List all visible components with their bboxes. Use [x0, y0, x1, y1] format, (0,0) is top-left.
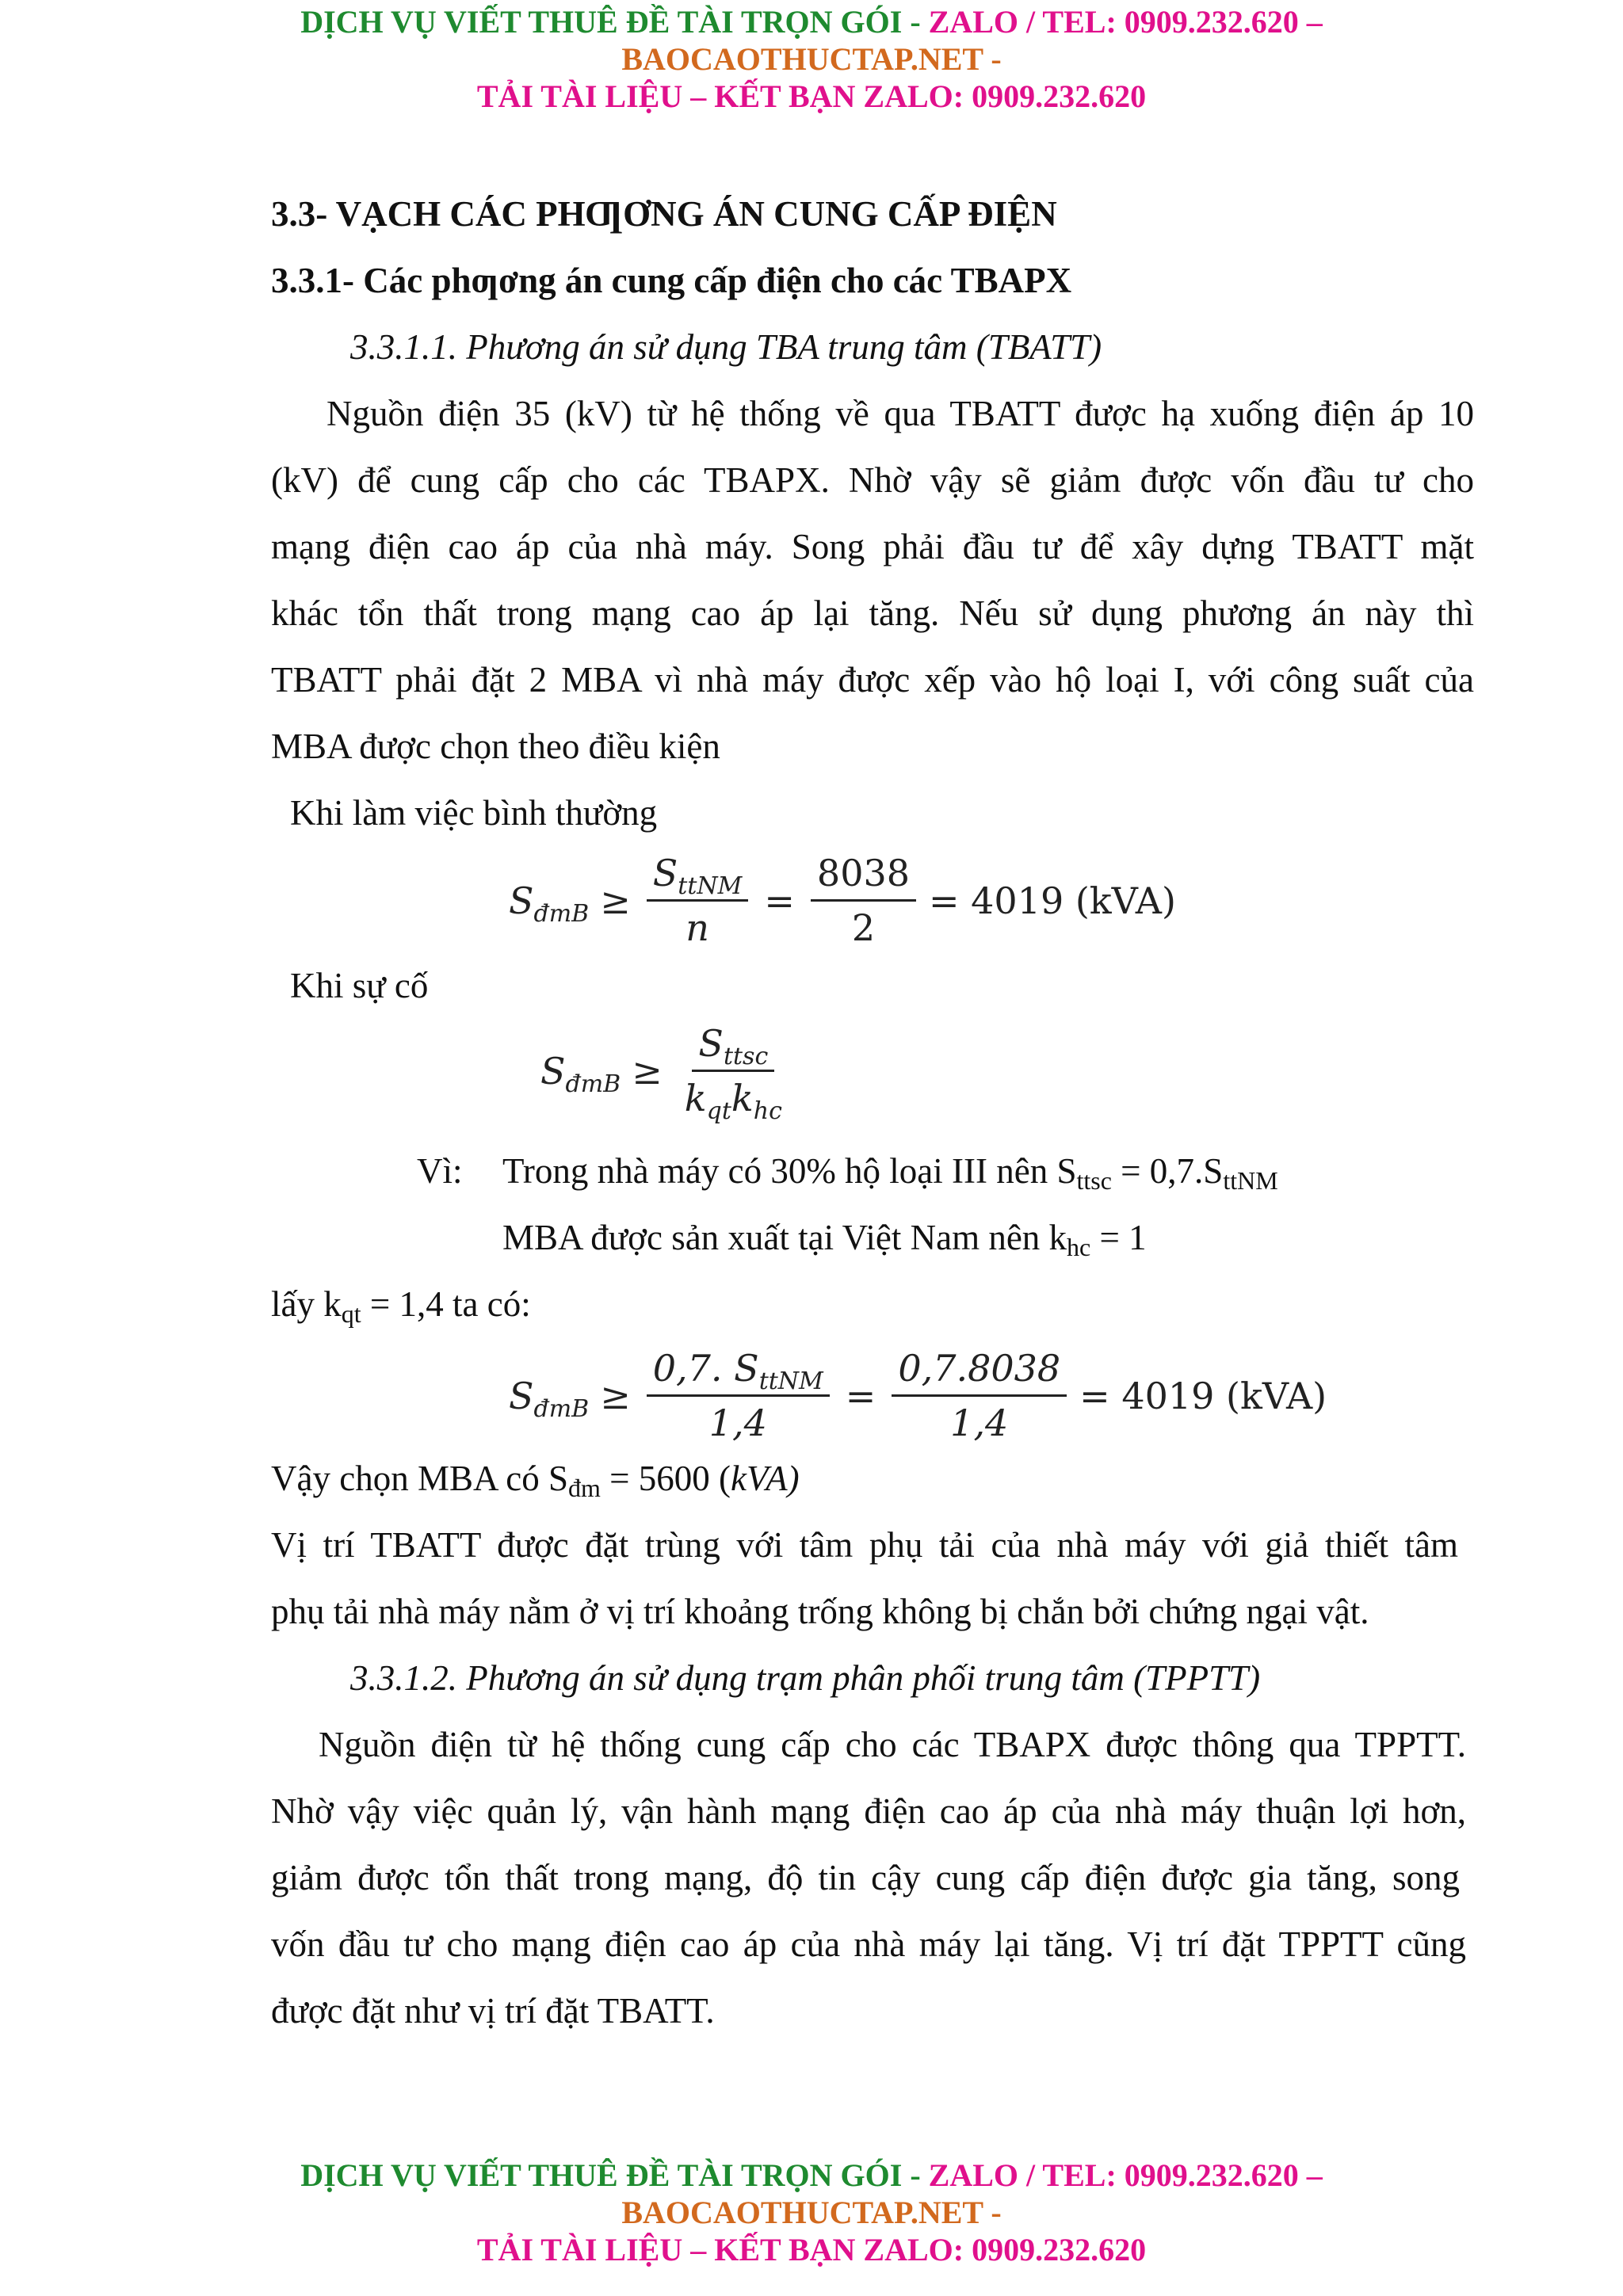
paragraph-line: giảm được tổn thất trong mạng, độ tin cậy cung cấp điện được gia tăng, song: [271, 1858, 1460, 1897]
paragraph-line: MBA được chọn theo điều kiện: [271, 727, 720, 766]
conclusion-line: Vậy chọn MBA có $S_{đm} = 5600$ (kVA): [271, 1459, 800, 1502]
take-value-line: lấy $k_{qt} = 1,4$ ta có:: [271, 1284, 531, 1328]
formula-fault-result: $S_{đmB}$ ≥ $\frac{0,7. S_{ttNM}}{1,4}$ = $\frac{0,7.8038}{1,4}$ = 4019 (kVA): [509, 1347, 1327, 1444]
paragraph-line: Nguồn điện từ hệ thống cung cấp cho các TBAPX được thông qua TPPTT.: [319, 1725, 1466, 1764]
banner-website: BAOCAOTHUCTAP.NET -: [621, 2195, 1002, 2230]
normal-operation-label: Khi làm việc bình thường: [290, 793, 658, 833]
banner-contact-text: ZALO / TEL: 0909.232.620 –: [928, 2157, 1323, 2193]
because-line-1: Trong nhà máy có 30% hộ loại III nên $S_{ttsc} = 0,7.S_{ttNM}$: [502, 1151, 1278, 1195]
footer-banner: [0, 2157, 1623, 2268]
formula-normal-operation: $S_{đmB}$ ≥ $\frac{S_{ttNM}}{n}$ = $\frac{8038}{2}$ = 4019 (kVA): [509, 852, 1176, 949]
because-line-2: MBA được sản xuất tại Việt Nam nên $k_{hc} = 1$: [502, 1218, 1147, 1261]
banner-download-text: TẢI TÀI LIỆU – KẾT BẠN ZALO: 0909.232.620: [476, 78, 1147, 114]
subsection-heading: 3.3.1- Các phƣơng án cung cấp điện cho các TBAPX: [271, 261, 1072, 300]
header-banner: [0, 3, 1623, 115]
paragraph-line: được đặt như vị trí đặt TBATT.: [271, 1991, 715, 2031]
banner-website: BAOCAOTHUCTAP.NET -: [621, 41, 1002, 77]
section-heading: 3.3- VẠCH CÁC PHƢƠNG ÁN CUNG CẤP ĐIỆN: [271, 194, 1057, 234]
paragraph-line: Nguồn điện 35 (kV) từ hệ thống về qua TBATT được hạ xuống điện áp 10: [327, 394, 1474, 433]
option-heading-2: 3.3.1.2. Phương án sử dụng trạm phân phối trung tâm (TPPTT): [350, 1658, 1261, 1698]
paragraph-line: Vị trí TBATT được đặt trùng với tâm phụ tải của nhà máy với giả thiết tâm: [271, 1525, 1458, 1565]
because-label: Vì:: [417, 1151, 463, 1191]
formula-fault: $S_{đmB}$ ≥ $\frac{S_{ttsc}}{k_{qt}k_{hc}}$: [540, 1022, 782, 1125]
fault-label: Khi sự cố: [290, 966, 429, 1005]
paragraph-line: vốn đầu tư cho mạng điện cao áp của nhà máy lại tăng. Vị trí đặt TPPTT cũng: [271, 1924, 1466, 1964]
banner-download-text: TẢI TÀI LIỆU – KẾT BẠN ZALO: 0909.232.620: [476, 2232, 1147, 2267]
banner-contact-text: ZALO / TEL: 0909.232.620 –: [928, 4, 1323, 40]
banner-line-1: [0, 2157, 1623, 2194]
paragraph-line: (kV) để cung cấp cho các TBAPX. Nhờ vậy sẽ giảm được vốn đầu tư cho: [271, 460, 1474, 500]
banner-service-text: DỊCH VỤ VIẾT THUÊ ĐỀ TÀI TRỌN GÓI -: [300, 2157, 929, 2193]
paragraph-line: TBATT phải đặt 2 MBA vì nhà máy được xếp vào hộ loại I, với công suất của: [271, 660, 1474, 700]
banner-line-1: [0, 3, 1623, 40]
paragraph-line: mạng điện cao áp của nhà máy. Song phải đầu tư để xây dựng TBATT mặt: [271, 527, 1474, 566]
paragraph-line: Nhờ vậy việc quản lý, vận hành mạng điện cao áp của nhà máy thuận lợi hơn,: [271, 1791, 1466, 1831]
option-heading-1: 3.3.1.1. Phương án sử dụng TBA trung tâm (TBATT): [350, 327, 1102, 367]
paragraph-line: phụ tải nhà máy nằm ở vị trí khoảng trống không bị chắn bởi chứng ngại vật.: [271, 1592, 1369, 1631]
paragraph-line: khác tổn thất trong mạng cao áp lại tăng. Nếu sử dụng phương án này thì: [271, 593, 1474, 633]
banner-service-text: DỊCH VỤ VIẾT THUÊ ĐỀ TÀI TRỌN GÓI -: [300, 4, 929, 40]
